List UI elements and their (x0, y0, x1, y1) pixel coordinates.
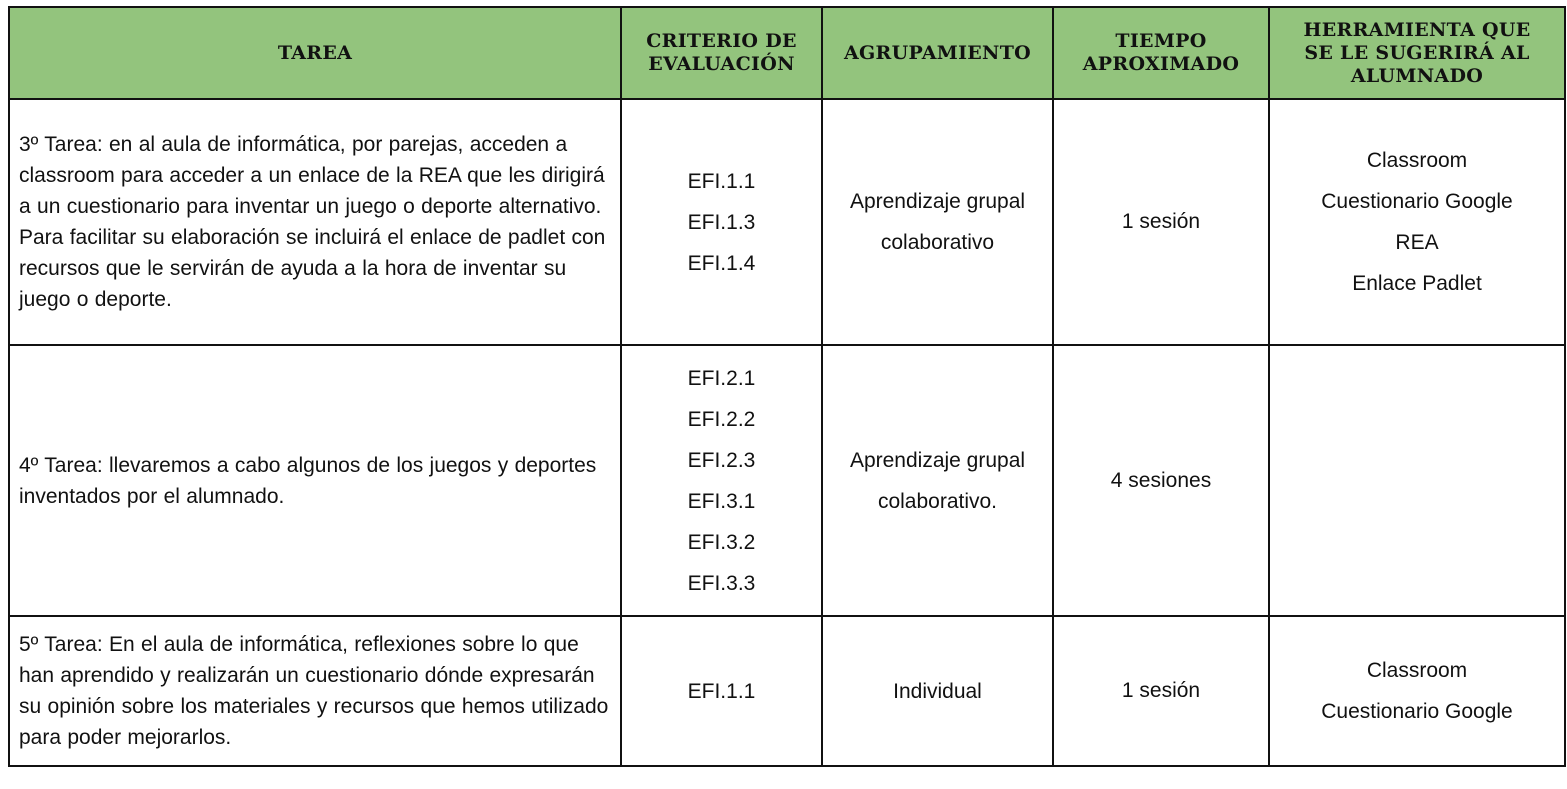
table-row (9, 345, 1565, 616)
agrupamiento-cell (822, 616, 1053, 766)
criterio-item: EFI.2.1 (687, 366, 756, 390)
header-tarea: TAREA (9, 7, 621, 99)
agrupamiento-cell (822, 345, 1053, 616)
header-row (9, 7, 1565, 99)
table-row (9, 616, 1565, 766)
agrupamiento-line: Individual (893, 679, 982, 703)
criterio-item: EFI.1.1 (687, 169, 756, 193)
agrupamiento-cell (822, 99, 1053, 345)
criterio-cell (621, 345, 822, 616)
header-criterio: CRITERIO DE EVALUACIÓN (621, 7, 822, 99)
herramienta-item: Cuestionario Google (1321, 700, 1513, 723)
tiempo-cell: 4 sesiones (1053, 345, 1269, 616)
criterio-item: EFI.1.3 (687, 210, 756, 234)
tarea-cell: 5º Tarea: En el aula de informática, reflexiones sobre lo que han aprendido y realizarán un cuestionario dónde expresarán su opinión sobre los materiales y recursos que hemos utilizado para poder mejorarlos. (9, 616, 621, 766)
agrupamiento-line: colaborativo (880, 231, 995, 254)
criterio-item: EFI.3.3 (687, 571, 756, 595)
herramienta-cell (1269, 616, 1565, 766)
criterio-item: EFI.2.2 (687, 407, 756, 431)
header-tiempo: TIEMPO APROXIMADO (1053, 7, 1269, 99)
agrupamiento-line: colaborativo. (877, 489, 998, 513)
criterio-cell (621, 99, 822, 345)
herramienta-item: Classroom (1366, 149, 1468, 172)
planning-table (8, 6, 1566, 767)
criterio-item: EFI.3.2 (687, 530, 756, 554)
tiempo-cell: 1 sesión (1053, 99, 1269, 345)
tarea-cell: 3º Tarea: en al aula de informática, por parejas, acceden a classroom para acceder a un enlace de la REA que les dirigirá a un cuestionario para inventar un juego o deporte alternativo. Para facilitar su elaboración se incluirá el enlace de padlet con recursos que le servirán de ayuda a la hora de inventar su juego o deporte. (9, 99, 621, 345)
herramienta-item: Enlace Padlet (1352, 272, 1482, 295)
criterio-item: EFI.3.1 (687, 489, 756, 513)
criterio-item: EFI.1.4 (687, 251, 756, 275)
header-herramienta: HERRAMIENTA QUE SE LE SUGERIRÁ AL ALUMNADO (1269, 7, 1565, 99)
herramienta-cell (1269, 99, 1565, 345)
criterio-cell (621, 616, 822, 766)
header-agrupamiento: AGRUPAMIENTO (822, 7, 1053, 99)
agrupamiento-line: Aprendizaje grupal (849, 190, 1026, 213)
agrupamiento-line: Aprendizaje grupal (849, 448, 1026, 472)
herramienta-item: Classroom (1366, 659, 1468, 682)
criterio-item: EFI.1.1 (687, 679, 756, 703)
tarea-cell: 4º Tarea: llevaremos a cabo algunos de los juegos y deportes inventados por el alumnado. (9, 345, 621, 616)
herramienta-item: REA (1395, 231, 1439, 254)
criterio-item: EFI.2.3 (687, 448, 756, 472)
tiempo-cell: 1 sesión (1053, 616, 1269, 766)
herramienta-item: Cuestionario Google (1321, 190, 1513, 213)
table-row (9, 99, 1565, 345)
herramienta-cell (1269, 345, 1565, 616)
